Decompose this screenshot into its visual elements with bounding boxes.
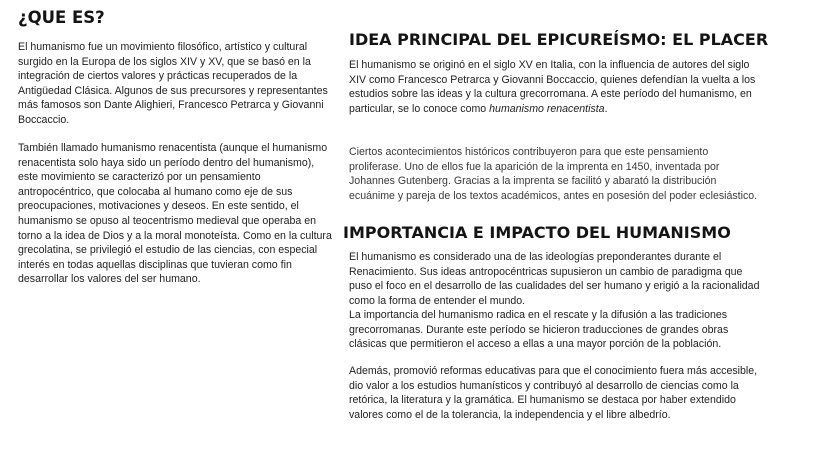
que-es-heading: ¿QUE ES? <box>18 8 105 27</box>
importancia-paragraph-2: La importancia del humanismo radica en el rescate y la difusión a las tradiciones grecorromanas. Durante este período se hicieron traducciones de grandes obras clásicas que permitieron el acceso a ellas a una mayor porción de la población. <box>349 309 729 351</box>
que-es-paragraph-1: El humanismo fue un movimiento filosófico, artístico y cultural surgido en la Europa de los siglos XIV y XV, que se basó en la integración de ciertos valores y prácticas recuperados de la Antigüedad Clásica. Algunos de sus precursores y representantes más famosos son Dante Alighieri, Francesco Petrarca y Giovanni Boccaccio. <box>18 41 328 126</box>
idea-principal-paragraph-2: Ciertos acontecimientos históricos contribuyeron para que este pensamiento proliferase. Uno de ellos fue la aparición de la imprenta en 1450, inventada por Johannes Gutenberg. Gracias a la imprenta se facilitó y abarató la distribución ecuánime y pareja de los textos académicos, antes en posesión del poder eclesiástico. <box>349 146 758 202</box>
importancia-heading: IMPORTANCIA E IMPACTO DEL HUMANISMO <box>343 223 731 242</box>
idea-principal-paragraph-1 <box>349 58 769 116</box>
importancia-paragraph-1: El humanismo es considerado una de las ideologías preponderantes durante el Renacimiento. Sus ideas antropocéntricas supusieron un cambio de paradigma que puso el foco en el desarrollo de las cualidades del ser humano y erigió a la racionalidad como la forma de entender el mundo. <box>349 251 760 307</box>
que-es-paragraph-2: También llamado humanismo renacentista (aunque el humanismo renacentista solo haya sido un período dentro del humanismo), este movimiento se caracterizó por un pensamiento antropocéntrico, que colocaba al humano como eje de sus preocupaciones, motivaciones y deseos. En este sentido, el humanismo se opuso al teocentrismo medieval que operaba en torno a la idea de Dios y a la moral monoteísta. Como en la cultura grecolatina, se privilegió el estudio de las ciencias, con especial interés en todas aquellas disciplinas que tuvieran como fin desarrollar los valores del ser humano. <box>18 142 332 286</box>
importancia-paragraph-3: Además, promovió reformas educativas para que el conocimiento fuera más accesible, dio valor a los estudios humanísticos y contribuyó al desarrollo de ciencias como la retórica, la literatura y la gramática. El humanismo se destaca por haber extendido valores como el de la tolerancia, la independencia y el libre albedrío. <box>349 365 758 421</box>
humanismo-renacentista-term: humanismo renacentista <box>489 102 605 115</box>
idea-paragraph-1-end: . <box>604 102 608 115</box>
idea-principal-heading: IDEA PRINCIPAL DEL EPICUREÍSMO: EL PLACER <box>349 30 769 49</box>
idea-paragraph-1-text: El humanismo se originó en el siglo XV en Italia, con la influencia de autores del siglo XIV como Francesco Petrarca y Giovanni Boccaccio, quienes defendían la vuelta a los estudios sobre las ideas y la cultura grecorromana. A este período del humanismo, en particular, se lo conoce como <box>349 59 756 115</box>
